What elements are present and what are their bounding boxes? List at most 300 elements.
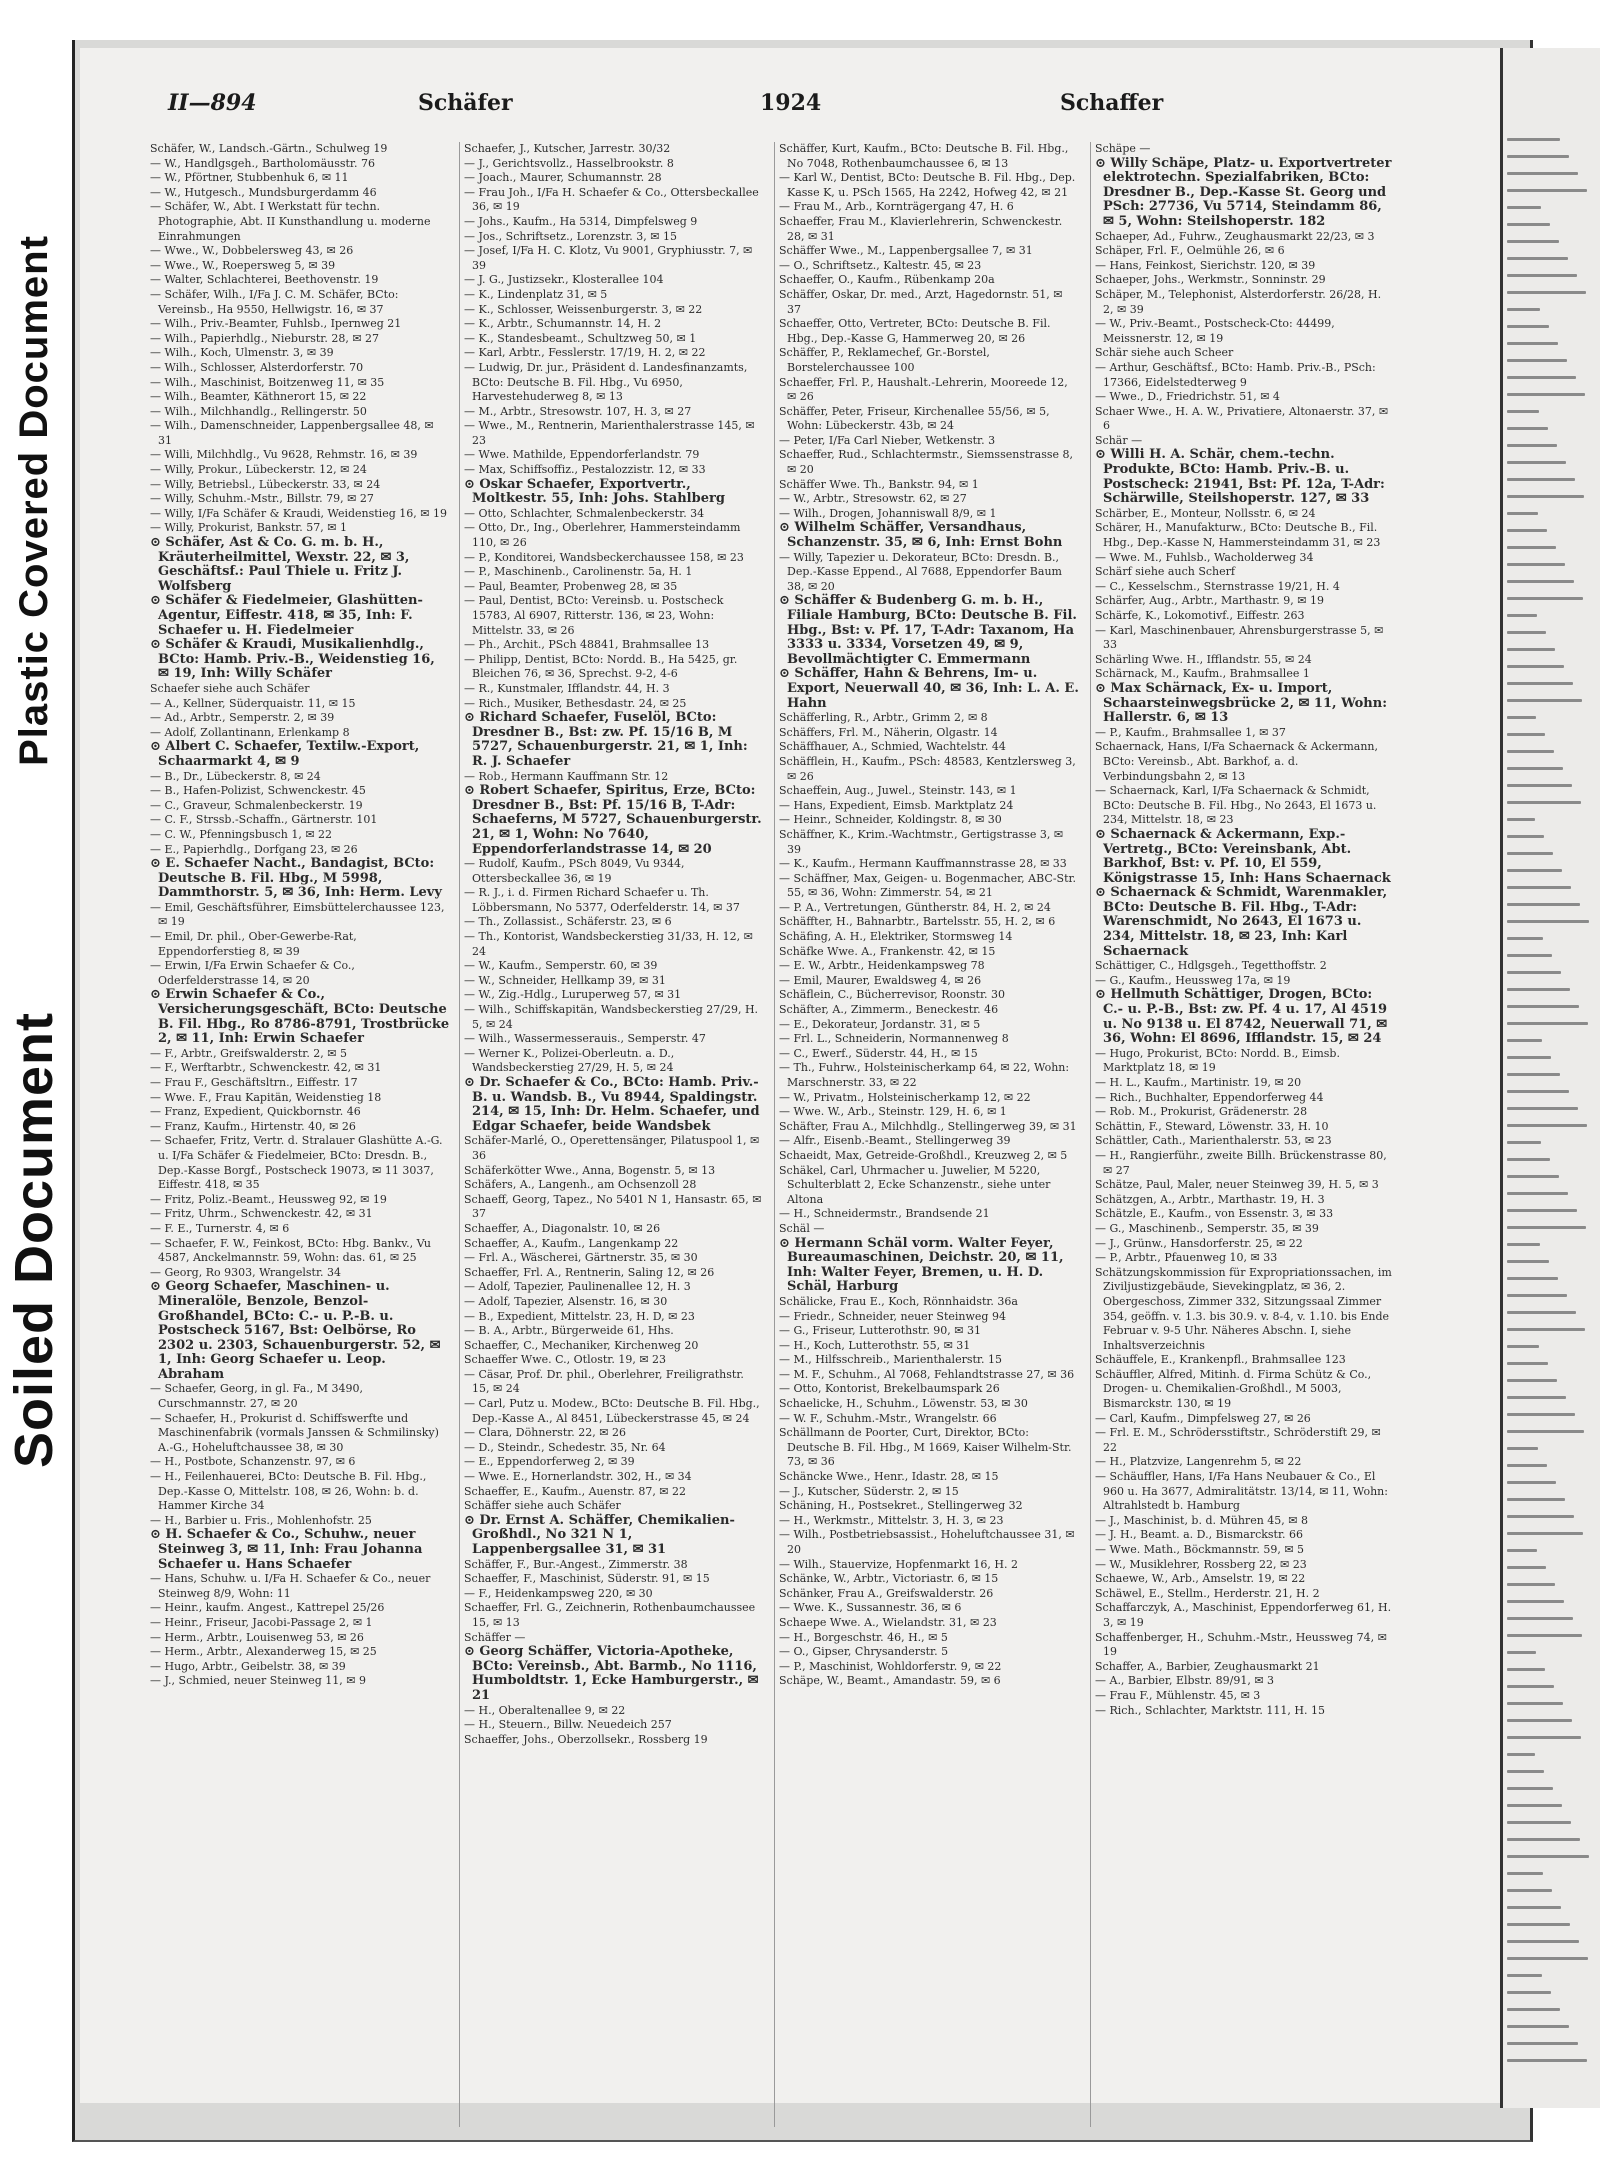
directory-entry: — M., Arbtr., Stresowstr. 107, H. 3, ✉ 27: [464, 404, 692, 418]
directory-entry: — Wwe., D., Friedrichstr. 51, ✉ 4: [1095, 390, 1280, 404]
adjacent-text-stub: [1507, 138, 1560, 141]
adjacent-text-stub: [1507, 631, 1546, 634]
directory-entry: Schäffer, F., Bur.-Angest., Zimmerstr. 38: [464, 1557, 688, 1571]
header-right-word: Schaffer: [1060, 90, 1164, 116]
adjacent-text-stub: [1507, 325, 1549, 328]
directory-entry: — Jos., Schriftsetz., Lorenzstr. 3, ✉ 15: [464, 229, 677, 243]
adjacent-text-stub: [1507, 308, 1540, 311]
directory-entry: — Heinr., Schneider, Koldingstr. 8, ✉ 30: [779, 813, 1002, 827]
adjacent-text-stub: [1507, 1583, 1555, 1586]
adjacent-text-stub: [1507, 954, 1552, 957]
directory-entry: Schärfer, Aug., Arbtr., Marthastr. 9, ✉ 19: [1095, 594, 1324, 608]
adjacent-text-stub: [1507, 1940, 1579, 1943]
directory-entry: Schäflein, C., Bücherrevisor, Roonstr. 30: [779, 988, 1006, 1002]
directory-entry: — Wilh., Koch, Ulmenstr. 3, ✉ 39: [150, 346, 334, 360]
directory-entry: Schärnack, M., Kaufm., Brahmsallee 1: [1095, 667, 1310, 681]
directory-entry: — Otto, Schlachter, Schmalenbeckerstr. 34: [464, 506, 705, 520]
adjacent-text-stub: [1507, 1804, 1562, 1807]
adjacent-text-stub: [1507, 1770, 1544, 1773]
directory-entry: ⊙ Schaernack & Ackermann, Exp.-Vertretg., BCto: Vereinsbank, Abt. Barkhof, Bst: v. Pf. 10, El 559, Königstrasse 15, Inh: Hans Schaernack: [1095, 826, 1391, 886]
directory-entry: — H., Koch, Lutterothstr. 55, ✉ 31: [779, 1338, 971, 1352]
plastic-covered-label: [4, 150, 64, 850]
adjacent-text-stub: [1507, 1158, 1550, 1161]
directory-entry: — Wilh., Stauervize, Hopfenmarkt 16, H. 2: [779, 1557, 1018, 1571]
directory-entry: Schäferkötter Wwe., Anna, Bogenstr. 5, ✉ 13: [464, 1163, 716, 1177]
directory-entry: — Otto, Kontorist, Brekelbaumspark 26: [779, 1382, 1000, 1396]
directory-entry: Schaeffer, O., Kaufm., Rübenkamp 20a: [779, 273, 995, 287]
adjacent-text-stub: [1507, 1124, 1587, 1127]
directory-entry: — F., Werftarbtr., Schwenckestr. 42, ✉ 31: [150, 1061, 382, 1075]
directory-entry: — F., Heidenkampsweg 220, ✉ 30: [464, 1586, 653, 1600]
directory-entry: — Heinr., kaufm. Angest., Kattrepel 25/26: [150, 1601, 385, 1615]
directory-entry: ⊙ Schäfer, Ast & Co. G. m. b. H., Kräuterheilmittel, Wexstr. 22, ✉ 3, Geschäftsf.: Paul Thiele u. Fritz J. Wolfsberg: [150, 535, 410, 594]
directory-entry: — J., Maschinist, b. d. Mühren 45, ✉ 8: [1095, 1513, 1308, 1527]
directory-entry: — W., Hutgesch., Mundsburgerdamm 46: [150, 185, 377, 199]
directory-entry: Schäffer Wwe., M., Lappenbergsallee 7, ✉ 31: [779, 244, 1033, 258]
directory-entry: — Th., Zollassist., Schäferstr. 23, ✉ 6: [464, 915, 672, 929]
directory-entry: Schaeffer, C., Mechaniker, Kirchenweg 20: [464, 1338, 699, 1352]
directory-entry: — D., Steindr., Schedestr. 35, Nr. 64: [464, 1440, 666, 1454]
directory-entry: — Hugo, Arbtr., Geibelstr. 38, ✉ 39: [150, 1659, 346, 1673]
directory-entry: Schaffarczyk, A., Maschinist, Eppendorferweg 61, H. 3, ✉ 19: [1095, 1601, 1392, 1629]
directory-entry: — Walter, Schlachterei, Beethovenstr. 19: [150, 273, 379, 287]
directory-entry: — G., Friseur, Lutterothstr. 90, ✉ 31: [779, 1324, 982, 1338]
adjacent-text-stub: [1507, 1889, 1552, 1892]
directory-entry: — Wwe. E., Hornerlandstr. 302, H., ✉ 34: [464, 1470, 692, 1484]
directory-entry: — Frau F., Mühlenstr. 45, ✉ 3: [1095, 1688, 1261, 1702]
directory-entry: — F., Arbtr., Greifswalderstr. 2, ✉ 5: [150, 1046, 348, 1060]
directory-entry: ⊙ Dr. Ernst A. Schäffer, Chemikalien-Großhdl., No 321 N 1, Lappenbergsallee 31, ✉ 31: [464, 1512, 735, 1557]
adjacent-text-stub: [1507, 801, 1581, 804]
directory-entry: — P., Maschinist, Wohldorferstr. 9, ✉ 22: [779, 1659, 1002, 1673]
directory-entry: — K., Standesbeamt., Schultzweg 50, ✉ 1: [464, 331, 697, 345]
directory-entry: Schäffer Wwe. Th., Bankstr. 94, ✉ 1: [779, 477, 979, 491]
directory-entry: — Emil, Maurer, Ewaldsweg 4, ✉ 26: [779, 973, 982, 987]
adjacent-text-stub: [1507, 1736, 1581, 1739]
adjacent-text-stub: [1507, 223, 1550, 226]
directory-entry: — Johs., Kaufm., Ha 5314, Dimpfelsweg 9: [464, 214, 698, 228]
adjacent-text-stub: [1507, 2042, 1578, 2045]
directory-entry: ⊙ Georg Schäffer, Victoria-Apotheke, BCto: Vereinsb., Abt. Barmb., No 1116, Humboldtstr. 1, Ecke Hamburgerstr., ✉ 21: [464, 1644, 759, 1703]
directory-entry: Schäl —: [779, 1221, 825, 1235]
adjacent-text-stub: [1507, 1362, 1548, 1365]
directory-entry: — Schäfer, W., Abt. I Werkstatt für techn. Photographie, Abt. II Kunsthandlung u. moderne Einrahmungen: [150, 200, 431, 243]
directory-entry: Schaeffer Wwe. C., Otlostr. 19, ✉ 23: [464, 1353, 667, 1367]
directory-entry: — B. A., Arbtr., Bürgerweide 61, Hhs.: [464, 1324, 674, 1338]
directory-column-4: [1095, 142, 1395, 2127]
adjacent-text-stub: [1507, 410, 1539, 413]
directory-entry: — K., Lindenplatz 31, ✉ 5: [464, 287, 608, 301]
directory-entry: — J., Kutscher, Süderstr. 2, ✉ 15: [779, 1484, 959, 1498]
adjacent-text-stub: [1507, 852, 1553, 855]
directory-entry: Schär siehe auch Scheer: [1095, 346, 1234, 360]
directory-entry: — Frl. L., Schneiderin, Normannenweg 8: [779, 1032, 1009, 1046]
adjacent-text-stub: [1507, 1532, 1583, 1535]
directory-entry: — W. F., Schuhm.-Mstr., Wrangelstr. 66: [779, 1411, 997, 1425]
directory-entry: Schätzle, E., Kaufm., von Essenstr. 3, ✉ 33: [1095, 1207, 1334, 1221]
directory-entry: — Paul, Dentist, BCto: Vereinsb. u. Postscheck 15783, Al 6907, Ritterstr. 136, ✉ 23, Wohn: Mittelstr. 33, ✉ 26: [464, 594, 724, 637]
adjacent-text-stub: [1507, 291, 1586, 294]
directory-entry: — H., Steuern., Billw. Neuedeich 257: [464, 1718, 672, 1732]
adjacent-text-stub: [1507, 937, 1543, 940]
directory-entry: — Frau F., Geschäftsltrn., Eiffestr. 17: [150, 1076, 358, 1089]
adjacent-text-stub: [1507, 155, 1569, 158]
adjacent-text-stub: [1507, 903, 1580, 906]
directory-entry: — W., Priv.-Beamt., Postscheck-Cto: 44499, Meissnerstr. 12, ✉ 19: [1095, 317, 1335, 345]
directory-entry: Schaffer, A., Barbier, Zeughausmarkt 21: [1095, 1659, 1320, 1673]
directory-entry: Schäper, M., Telephonist, Alsterdorferstr. 26/28, H. 2, ✉ 39: [1095, 287, 1382, 316]
directory-entry: Schaer Wwe., H. A. W., Privatiere, Altonaerstr. 37, ✉ 6: [1095, 404, 1389, 433]
directory-entry: — Ludwig, Dr. jur., Präsident d. Landesfinanzamts, BCto: Deutsche B. Fil. Hbg., Vu 6950, Harvestehuderweg 8, ✉ 13: [464, 360, 748, 404]
directory-entry: Schäfflein, H., Kaufm., PSch: 48583, Kentzlersweg 3, ✉ 26: [779, 754, 1076, 783]
directory-entry: Schäffer, Kurt, Kaufm., BCto: Deutsche B. Fil. Hbg., No 7048, Rothenbaumchaussee 6, ✉ 13: [779, 142, 1069, 170]
directory-entry: Schätzgen, A., Arbtr., Marthastr. 19, H. 3: [1095, 1192, 1325, 1206]
directory-entry: Schaefer, J., Kutscher, Jarrestr. 30/32: [464, 142, 671, 155]
directory-entry: ⊙ Richard Schaefer, Fuselöl, BCto: Dresdner B., Bst: zw. Pf. 15/16 B, M 5727, Schauenburgerstr. 21, ✉ 1, Inh: R. J. Schaefer: [464, 710, 748, 769]
directory-entry: ⊙ Schaernack & Schmidt, Warenmakler, BCto: Deutsche B. Fil. Hbg., T-Adr: Warenschmidt, No 2643, El 1673 u. 234, Mittelstr. 18, ✉ 23, Inh: Karl Schaernack: [1095, 885, 1388, 959]
directory-entry: — Karl W., Dentist, BCto: Deutsche B. Fil. Hbg., Dep. Kasse K, u. PSch 1565, Ha 2242, Hofweg 42, ✉ 21: [779, 171, 1076, 199]
adjacent-text-stub: [1507, 427, 1548, 430]
adjacent-text-stub: [1507, 665, 1564, 668]
directory-entry: ⊙ Max Schärnack, Ex- u. Import, Schaarsteinwegsbrücke 2, ✉ 11, Wohn: Hallerstr. 6, ✉ 13: [1095, 680, 1387, 726]
adjacent-text-stub: [1507, 920, 1589, 923]
soiled-document-label: [4, 800, 64, 1680]
directory-entry: — H., Werkmstr., Mittelstr. 3, H. 3, ✉ 23: [779, 1513, 1004, 1527]
directory-entry: — Karl, Arbtr., Fesslerstr. 17/19, H. 2, ✉ 22: [464, 346, 706, 360]
directory-entry: Schälicke, Frau E., Koch, Rönnhaidstr. 36a: [779, 1294, 1018, 1308]
adjacent-text-stub: [1507, 1073, 1560, 1076]
adjacent-text-stub: [1507, 2008, 1560, 2011]
adjacent-text-stub: [1507, 767, 1563, 770]
directory-entry: — Wilh., Wassermesserauis., Semperstr. 47: [464, 1032, 706, 1046]
adjacent-text-stub: [1507, 1022, 1588, 1025]
directory-entry: — Wilh., Maschinist, Boitzenweg 11, ✉ 35: [150, 375, 385, 389]
directory-entry: — W., Musiklehrer, Rossberg 22, ✉ 23: [1095, 1557, 1307, 1571]
directory-entry: — W., Handlgsgeh., Bartholomäusstr. 76: [150, 156, 375, 170]
adjacent-text-stub: [1507, 1923, 1570, 1926]
directory-entry: — A., Kellner, Süderquaistr. 11, ✉ 15: [150, 696, 356, 710]
directory-entry: Schäffers, Frl. M., Näherin, Olgastr. 14: [779, 725, 998, 739]
directory-entry: Schäfter, A., Zimmerm., Beneckestr. 46: [779, 1003, 999, 1017]
directory-entry: — Adolf, Tapezier, Paulinenallee 12, H. 3: [464, 1280, 691, 1294]
adjacent-text-stub: [1507, 1753, 1535, 1756]
directory-entry: — Wwe. Math., Böckmannstr. 59, ✉ 5: [1095, 1543, 1305, 1556]
directory-entry: — Rich., Buchhalter, Eppendorferweg 44: [1095, 1090, 1324, 1104]
directory-entry: — Th., Kontorist, Wandsbeckerstieg 31/33, H. 12, ✉ 24: [464, 930, 753, 958]
soiled-document-text: Soiled Document: [4, 1011, 65, 1469]
directory-entry: — W., Pförtner, Stubbenhuk 6, ✉ 11: [150, 171, 349, 185]
adjacent-text-stub: [1507, 1328, 1585, 1331]
adjacent-text-stub: [1507, 1668, 1545, 1671]
adjacent-text-stub: [1507, 1209, 1577, 1212]
directory-entry: — B., Dr., Lübeckerstr. 8, ✉ 24: [150, 769, 321, 783]
directory-column-1: [150, 142, 450, 2127]
directory-entry: Schaeidt, Max, Getreide-Großhdl., Kreuzweg 2, ✉ 5: [779, 1148, 1068, 1162]
directory-entry: Schaepe Wwe. A., Wielandstr. 31, ✉ 23: [779, 1615, 997, 1629]
adjacent-text-stub: [1507, 1430, 1584, 1433]
directory-entry: Schäkel, Carl, Uhrmacher u. Juwelier, M 5220, Schulterblatt 2, Ecke Schanzenstr., siehe unter Altona: [779, 1163, 1051, 1206]
directory-entry: — Rich., Musiker, Bethesdastr. 24, ✉ 25: [464, 696, 687, 710]
adjacent-text-stub: [1507, 1226, 1586, 1229]
directory-entry: — Carl, Kaufm., Dimpfelsweg 27, ✉ 26: [1095, 1411, 1311, 1425]
adjacent-text-stub: [1507, 1872, 1543, 1875]
directory-entry: Schaeper, Johs., Werkmstr., Sonninstr. 29: [1095, 273, 1326, 287]
directory-entry: Schäffner, K., Krim.-Wachtmstr., Gertigstrasse 3, ✉ 39: [779, 827, 1064, 856]
directory-column-3: [779, 142, 1079, 2127]
adjacent-text-stub: [1507, 648, 1555, 651]
directory-entry: ⊙ Schäfer & Kraudi, Musikalienhdlg., BCto: Hamb. Priv.-B., Weidenstieg 16, ✉ 19, Inh: Willy Schäfer: [150, 637, 435, 682]
directory-entry: — Clara, Döhnerstr. 22, ✉ 26: [464, 1426, 626, 1440]
directory-entry: ⊙ Hellmuth Schättiger, Drogen, BCto: C.- u. P.-B., Bst: zw. Pf. 4 u. 17, Al 4519 u. No 9138 u. El 8742, Neuerwall 71, ✉ 36, Wohn: El 8696, Ifflandstr. 15, ✉ 24: [1095, 987, 1388, 1047]
adjacent-text-stub: [1507, 1719, 1572, 1722]
directory-entry: — Wilh., Schlosser, Alsterdorferstr. 70: [150, 360, 364, 374]
adjacent-text-stub: [1507, 1974, 1542, 1977]
adjacent-text-stub: [1507, 1634, 1582, 1637]
directory-entry: — O., Schriftsetz., Kaltestr. 45, ✉ 23: [779, 258, 982, 272]
adjacent-text-stub: [1507, 240, 1559, 243]
directory-entry: — Joach., Maurer, Schumannstr. 28: [464, 171, 662, 185]
directory-entry: ⊙ Schäfer & Fiedelmeier, Glashütten-Agentur, Eiffestr. 418, ✉ 35, Inh: F. Schaefer u. H. Fiedelmeier: [150, 593, 423, 638]
directory-entry: — Ph., Archit., PSch 48841, Brahmsallee 13: [464, 638, 710, 652]
directory-entry: Schättler, Cath., Marienthalerstr. 53, ✉ 23: [1095, 1134, 1332, 1148]
directory-entry: — Rich., Schlachter, Marktstr. 111, H. 15: [1095, 1703, 1325, 1717]
directory-entry: — Willy, Prokur., Lübeckerstr. 12, ✉ 24: [150, 463, 367, 477]
directory-entry: Schätze, Paul, Maler, neuer Steinweg 39, H. 5, ✉ 3: [1095, 1178, 1379, 1192]
directory-entry: — Schaefer, H., Prokurist d. Schiffswerfte und Maschinenfabrik (vormals Janssen & Schmilinsky) A.-G., Hoheluftchaussee 38, ✉ 30: [150, 1411, 439, 1454]
adjacent-text-stub: [1507, 2059, 1587, 2062]
directory-entry: — Hans, Feinkost, Sierichstr. 120, ✉ 39: [1095, 258, 1316, 272]
directory-entry: — Josef, I/Fa H. C. Klotz, Vu 9001, Gryphiusstr. 7, ✉ 39: [464, 244, 753, 272]
directory-entry: — F. E., Turnerstr. 4, ✉ 6: [150, 1221, 290, 1235]
adjacent-text-stub: [1507, 1991, 1551, 1994]
directory-entry: — Schäffner, Max, Geigen- u. Bogenmacher, ABC-Str. 55, ✉ 36, Wohn: Zimmerstr. 54, ✉ 21: [779, 871, 1077, 900]
directory-entry: — Wwe. M., Fuhlsb., Wacholderweg 34: [1095, 550, 1314, 564]
directory-entry: — W., Zig.-Hdlg., Luruperweg 57, ✉ 31: [464, 988, 682, 1002]
adjacent-text-stub: [1507, 682, 1573, 685]
adjacent-text-stub: [1507, 580, 1574, 583]
directory-entry: Schäfer, W., Landsch.-Gärtn., Schulweg 19: [150, 142, 388, 155]
adjacent-text-stub: [1507, 716, 1536, 719]
adjacent-text-stub: [1507, 835, 1544, 838]
directory-entry: — Rob. M., Prokurist, Grädenerstr. 28: [1095, 1105, 1308, 1119]
directory-entry: — M., Hilfsschreib., Marienthalerstr. 15: [779, 1353, 1002, 1367]
directory-entry: Schaeffer, F., Maschinist, Süderstr. 91, ✉ 15: [464, 1572, 710, 1586]
directory-entry: — Philipp, Dentist, BCto: Nordd. B., Ha 5425, gr. Bleichen 76, ✉ 36, Sprechst. 9-2, 4-6: [464, 652, 738, 681]
directory-entry: — Schäfer, Wilh., I/Fa J. C. M. Schäfer, BCto: Vereinsb., Ha 9550, Hellwigstr. 16, ✉ 37: [150, 287, 399, 316]
directory-entry: Schaeffer, Frl. P., Haushalt.-Lehrerin, Mooreede 12, ✉ 26: [779, 375, 1068, 404]
adjacent-text-stub: [1507, 1260, 1549, 1263]
adjacent-text-stub: [1507, 1345, 1539, 1348]
directory-entry: — H. L., Kaufm., Martinistr. 19, ✉ 20: [1095, 1076, 1302, 1089]
adjacent-text-stub: [1507, 1005, 1579, 1008]
directory-entry: Schäuffele, E., Krankenpfl., Brahmsallee 123: [1095, 1353, 1346, 1367]
adjacent-text-stub: [1507, 1600, 1564, 1603]
directory-entry: — E., Eppendorferweg 2, ✉ 39: [464, 1455, 635, 1469]
adjacent-text-stub: [1507, 206, 1541, 209]
adjacent-text-stub: [1507, 1651, 1536, 1654]
directory-entry: — Schaefer, Georg, in gl. Fa., M 3490, Curschmannstr. 27, ✉ 20: [150, 1382, 364, 1411]
directory-entry: — H., Barbier u. Fris., Mohlenhofstr. 25: [150, 1513, 372, 1527]
directory-entry: Schärf siehe auch Scherf: [1095, 565, 1235, 579]
directory-entry: ⊙ E. Schaefer Nacht., Bandagist, BCto: Deutsche B. Fil. Hbg., M 5998, Dammthorstr. 5, ✉ 36, Inh: Herm. Levy: [150, 856, 442, 901]
adjacent-text-stub: [1507, 733, 1545, 736]
directory-entry: Schäwel, E., Stellm., Herderstr. 21, H. 2: [1095, 1586, 1320, 1600]
directory-entry: — Wwe. F., Frau Kapitän, Weidenstieg 18: [150, 1090, 382, 1104]
adjacent-text-stub: [1507, 1039, 1542, 1042]
directory-entry: Schäpe —: [1095, 142, 1151, 155]
directory-entry: Schäper, Frl. F., Oelmühle 26, ✉ 6: [1095, 244, 1285, 258]
adjacent-text-stub: [1507, 1617, 1573, 1620]
adjacent-text-stub: [1507, 189, 1587, 192]
directory-entry: Schäfter, Frau A., Milchhdlg., Stellingerweg 39, ✉ 31: [779, 1119, 1077, 1133]
directory-entry: — Herm., Arbtr., Louisenweg 53, ✉ 26: [150, 1630, 364, 1644]
directory-entry: — Wwe., M., Rentnerin, Marienthalerstrasse 145, ✉ 23: [464, 419, 755, 447]
directory-entry: — Wwe. W., Arb., Steinstr. 129, H. 6, ✉ 1: [779, 1105, 1007, 1119]
directory-entry: ⊙ H. Schaefer & Co., Schuhw., neuer Steinweg 3, ✉ 11, Inh: Frau Johanna Schaefer u. Hans Schaefer: [150, 1527, 423, 1572]
directory-entry: — Willy, Betriebsl., Lübeckerstr. 33, ✉ 24: [150, 477, 381, 491]
column-divider: [459, 142, 460, 2127]
directory-entry: — Friedr., Schneider, neuer Steinweg 94: [779, 1309, 1006, 1323]
column-divider: [774, 142, 775, 2127]
directory-entry: — Fritz, Poliz.-Beamt., Heussweg 92, ✉ 19: [150, 1192, 387, 1206]
directory-entry: — Max, Schiffsoffiz., Pestalozzistr. 12, ✉ 33: [464, 463, 706, 477]
adjacent-text-stub: [1507, 886, 1571, 889]
adjacent-text-stub: [1507, 869, 1562, 872]
directory-entry: — Werner K., Polizei-Oberleutn. a. D., Wandsbeckerstieg 27/29, H. 5, ✉ 24: [464, 1046, 675, 1075]
adjacent-text-stub: [1507, 512, 1538, 515]
directory-entry: Schäfferling, R., Arbtr., Grimm 2, ✉ 8: [779, 711, 988, 725]
directory-entry: — H., Schneidermstr., Brandsende 21: [779, 1207, 990, 1221]
adjacent-text-stub: [1507, 1855, 1589, 1858]
directory-entry: — A., Barbier, Elbstr. 89/91, ✉ 3: [1095, 1674, 1275, 1688]
adjacent-text-stub: [1507, 1175, 1559, 1178]
directory-entry: — J., Grünw., Hansdorferstr. 25, ✉ 22: [1095, 1236, 1303, 1250]
directory-entry: Schaeffer, E., Kaufm., Auenstr. 87, ✉ 22: [464, 1484, 687, 1498]
adjacent-text-stub: [1507, 1464, 1547, 1467]
directory-entry: — Schaefer, Fritz, Vertr. d. Stralauer Glashütte A.-G. u. I/Fa Schäfer & Fiedelmeier, BCto: Dresdn. B., Dep.-Kasse Borgf., Postscheck 19073, ✉ 11 3037, Eiffestr. 418, ✉ 35: [150, 1134, 443, 1192]
directory-entry: Schäpe, W., Beamt., Amandastr. 59, ✉ 6: [779, 1674, 1001, 1688]
directory-entry: Schaeffer, Frl. A., Rentnerin, Saling 12, ✉ 26: [464, 1265, 715, 1279]
directory-entry: Schäfers, A., Langenh., am Ochsenzoll 28: [464, 1178, 697, 1192]
directory-entry: — H., Platzvize, Langenrehm 5, ✉ 22: [1095, 1455, 1302, 1469]
adjacent-text-stub: [1507, 971, 1561, 974]
directory-entry: Schäffer, Oskar, Dr. med., Arzt, Hagedornstr. 51, ✉ 37: [779, 287, 1063, 316]
directory-entry: — M. F., Schuhm., Al 7068, Fehlandtstrasse 27, ✉ 36: [779, 1367, 1075, 1381]
directory-entry: — Frau Joh., I/Fa H. Schaefer & Co., Ottersbeckallee 36, ✉ 19: [464, 185, 759, 214]
directory-entry: Schäning, H., Postsekret., Stellingerweg 32: [779, 1499, 1023, 1513]
directory-entry: — C., Ewerf., Süderstr. 44, H., ✉ 15: [779, 1046, 978, 1060]
adjacent-text-stub: [1507, 1056, 1551, 1059]
directory-entry: ⊙ Willi H. A. Schär, chem.-techn. Produkte, BCto: Hamb. Priv.-B. u. Postscheck: 21941, Bst: Pf. 12a, T-Adr: Schärwille, Steilshoperstr. 127, ✉ 33: [1095, 447, 1385, 507]
adjacent-text-stub: [1507, 172, 1578, 175]
directory-entry: Schaeffer, Frau M., Klavierlehrerin, Schwenckestr. 28, ✉ 31: [779, 214, 1063, 243]
directory-entry: — Schaernack, Karl, I/Fa Schaernack & Schmidt, BCto: Deutsche B. Fil. Hbg., No 2643, El 1673 u. 234, Mittelstr. 18, ✉ 23: [1095, 784, 1377, 827]
adjacent-text-stub: [1507, 1685, 1554, 1688]
directory-entry: — Hans, Schuhw. u. I/Fa H. Schaefer & Co., neuer Steinweg 8/9, Wohn: 11: [150, 1572, 431, 1600]
adjacent-text-stub: [1507, 461, 1566, 464]
adjacent-text-stub: [1507, 1396, 1566, 1399]
directory-entry: Schaeffer, Otto, Vertreter, BCto: Deutsche B. Fil. Hbg., Dep.-Kasse G, Hammerweg 20, ✉ 26: [779, 317, 1051, 345]
directory-entry: — J. G., Justizsekr., Klosterallee 104: [464, 273, 664, 287]
directory-entry: — E. W., Arbtr., Heidenkampsweg 78: [779, 959, 985, 973]
directory-entry: — Wwe. K., Sussannestr. 36, ✉ 6: [779, 1601, 962, 1615]
directory-entry: — Frau M., Arb., Kornträgergang 47, H. 6: [779, 200, 1014, 214]
directory-entry: — Wwe., W., Dobbelersweg 43, ✉ 26: [150, 244, 354, 258]
directory-entry: Schaewe, W., Arb., Amselstr. 19, ✉ 22: [1095, 1572, 1306, 1586]
directory-entry: Schäncke Wwe., Henr., Idastr. 28, ✉ 15: [779, 1470, 999, 1484]
directory-entry: Schaeper, Ad., Fuhrw., Zeughausmarkt 22/23, ✉ 3: [1095, 229, 1375, 243]
directory-entry: — W., Privatm., Holsteinischerkamp 12, ✉ 22: [779, 1090, 1031, 1104]
directory-entry: — J., Schmied, neuer Steinweg 11, ✉ 9: [150, 1674, 366, 1688]
adjacent-text-stub: [1507, 1481, 1556, 1484]
directory-entry: — Th., Fuhrw., Holsteinischerkamp 64, ✉ 22, Wohn: Marschnerstr. 33, ✉ 22: [779, 1061, 1070, 1089]
adjacent-text-stub: [1507, 614, 1537, 617]
directory-entry: — H., Oberaltenallee 9, ✉ 22: [464, 1703, 626, 1717]
directory-entry: Schärer, H., Manufakturw., BCto: Deutsche B., Fil. Hbg., Dep.-Kasse N, Hammersteindamm 31, ✉ 23: [1095, 521, 1381, 550]
adjacent-text-stub: [1507, 1906, 1561, 1909]
directory-entry: — Peter, I/Fa Carl Nieber, Wetkenstr. 3: [779, 433, 996, 447]
adjacent-text-stub: [1507, 1379, 1557, 1382]
adjacent-text-stub: [1507, 478, 1575, 481]
directory-entry: — K., Arbtr., Schumannstr. 14, H. 2: [464, 317, 662, 331]
directory-entry: Schänke, W., Arbtr., Victoriastr. 6, ✉ 15: [779, 1572, 999, 1586]
directory-entry: — P., Maschinenb., Carolinenstr. 5a, H. 1: [464, 565, 693, 579]
adjacent-text-stub: [1507, 750, 1554, 753]
directory-entry: — Rudolf, Kaufm., PSch 8049, Vu 9344, Ottersbeckallee 36, ✉ 19: [464, 857, 685, 885]
adjacent-text-stub: [1507, 1821, 1571, 1824]
directory-entry: — Georg, Ro 9303, Wrangelstr. 34: [150, 1265, 341, 1279]
directory-entry: — O., Gipser, Chrysanderstr. 5: [779, 1645, 949, 1659]
directory-entry: — Rob., Hermann Kauffmann Str. 12: [464, 769, 669, 783]
directory-entry: Schäffer, P., Reklamechef, Gr.-Borstel, Borstelerchaussee 100: [779, 346, 990, 374]
adjacent-text-stub: [1507, 818, 1535, 821]
adjacent-text-stub: [1507, 1243, 1540, 1246]
adjacent-page-strip: [1500, 48, 1600, 2108]
adjacent-text-stub: [1507, 563, 1565, 566]
directory-entry: — E., Dekorateur, Jordanstr. 31, ✉ 5: [779, 1017, 981, 1031]
directory-entry: Schaefer siehe auch Schäfer: [150, 681, 310, 695]
directory-entry: ⊙ Oskar Schaefer, Exportvertr., Moltkestr. 55, Inh: Johs. Stahlberg: [464, 476, 725, 507]
adjacent-text-stub: [1507, 1311, 1576, 1314]
adjacent-text-stub: [1507, 1498, 1565, 1501]
directory-entry: — Otto, Dr., Ing., Oberlehrer, Hammersteindamm 110, ✉ 26: [464, 521, 741, 550]
directory-entry: — Carl, Putz u. Modew., BCto: Deutsche B. Fil. Hbg., Dep.-Kasse A., Al 8451, Lübeckerstrasse 45, ✉ 24: [464, 1397, 760, 1425]
directory-column-2: [464, 142, 764, 2127]
directory-entry: — Wilh., Drogen, Johanniswall 8/9, ✉ 1: [779, 506, 997, 520]
directory-entry: ⊙ Schäffer & Budenberg G. m. b. H., Filiale Hamburg, BCto: Deutsche B. Fil. Hbg., Bst: v. Pf. 17, T-Adr: Taxanom, Ha 3333 u. 3334, Vorsetzen 49, ✉ 9, Bevollmächtigter C. Emmermann: [779, 593, 1077, 667]
directory-entry: Schaelicke, H., Schuhm., Löwenstr. 53, ✉ 30: [779, 1397, 1028, 1411]
directory-entry: — J. H., Beamt. a. D., Bismarckstr. 66: [1095, 1528, 1304, 1542]
adjacent-text-stub: [1507, 1107, 1578, 1110]
adjacent-text-stub: [1507, 393, 1585, 396]
directory-entry: — Schäuffler, Hans, I/Fa Hans Neubauer & Co., El 960 u. Ha 3677, Admiralitätstr. 13/14, ✉ 11, Wohn: Altrahlstedt b. Hamburg: [1095, 1470, 1388, 1513]
adjacent-text-stub: [1507, 359, 1567, 362]
directory-entry: — Herm., Arbtr., Alexanderweg 15, ✉ 25: [150, 1645, 377, 1659]
directory-entry: — P. A., Vertretungen, Güntherstr. 84, H. 2, ✉ 24: [779, 900, 1051, 914]
directory-entry: — Hans, Expedient, Eimsb. Marktplatz 24: [779, 798, 1014, 812]
directory-entry: — W., Arbtr., Stresowstr. 62, ✉ 27: [779, 492, 967, 506]
directory-entry: — Wilh., Beamter, Käthnerort 15, ✉ 22: [150, 390, 367, 404]
directory-entry: ⊙ Robert Schaefer, Spiritus, Erze, BCto: Dresdner B., Bst: Pf. 15/16 B, T-Adr: Schaeferns, M 5727, Schauenburgerstr. 21, ✉ 1, Wohn: No 7640, Eppendorferlandstrasse 14, ✉ 20: [464, 783, 762, 857]
directory-entry: — Wilh., Schiffskapitän, Wandsbeckerstieg 27/29, H. 5, ✉ 24: [464, 1003, 759, 1031]
directory-entry: — Wilh., Milchhandlg., Rellingerstr. 50: [150, 404, 367, 418]
directory-entry: Schätzungskommission für Expropriationssachen, im Ziviljustizgebäude, Sievekingplatz, ✉ 36, 2. Obergeschoss, Zimmer 332, Sitzungssaal Zimmer 354, geöffn. v. 1.3. bis 30.9. v. 8-4, v. 1.10. bis Ende Februar v. 9-5 Uhr. Näheres Abschn. I, siehe Inhaltsverzeichnis: [1095, 1265, 1392, 1352]
adjacent-text-stub: [1507, 1192, 1568, 1195]
directory-entry: Schäfke Wwe. A., Frankenstr. 42, ✉ 15: [779, 944, 996, 958]
directory-entry: — Wilh., Priv.-Beamter, Fuhlsb., Ipernweg 21: [150, 317, 402, 331]
directory-entry: — Willy, Tapezier u. Dekorateur, BCto: Dresdn. B., Dep.-Kasse Eppend., Al 7688, Eppendorfer Baum 38, ✉ 20: [779, 550, 1062, 593]
directory-entry: — P., Konditorei, Wandsbeckerchaussee 158, ✉ 23: [464, 550, 744, 564]
